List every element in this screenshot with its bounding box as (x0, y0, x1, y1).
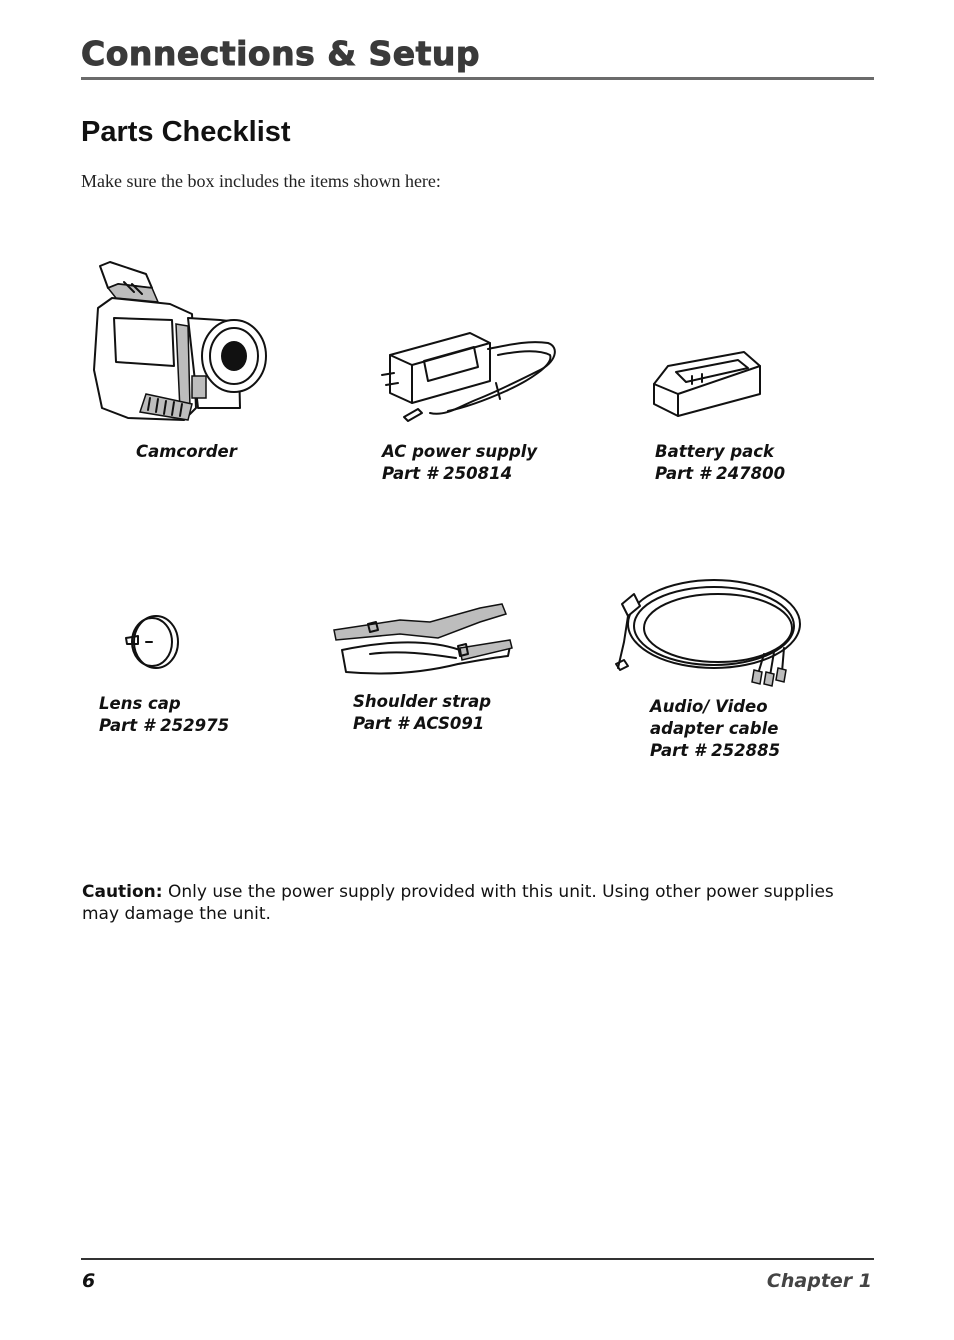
av-cable-icon (614, 574, 804, 692)
part-number: Part # ACS091 (353, 714, 485, 733)
part-label-camcorder (136, 441, 237, 463)
part-name: AC power supply (382, 442, 538, 461)
section-title: Connections & Setup (81, 34, 481, 73)
intro-text: Make sure the box includes the items shown here: (81, 171, 441, 191)
header-rule (81, 77, 874, 80)
part-name: Camcorder (136, 442, 237, 461)
page-number: 6 (82, 1270, 96, 1292)
ac-power-supply-icon (378, 325, 563, 425)
part-name: Battery pack (655, 442, 775, 461)
part-name-line2: adapter cable (650, 719, 779, 738)
footer-rule (81, 1258, 874, 1260)
chapter-label: Chapter 1 (766, 1270, 872, 1292)
part-name-line1: Audio/ Video (650, 697, 768, 716)
battery-pack-icon (648, 346, 766, 424)
part-number: Part # 252975 (99, 716, 230, 735)
part-number: Part # 247800 (655, 464, 786, 483)
part-number: Part # 250814 (382, 464, 513, 483)
part-name: Lens cap (99, 694, 181, 713)
part-name: Shoulder strap (353, 692, 492, 711)
caution-note (82, 881, 842, 925)
part-label-av-cable (650, 696, 780, 762)
caution-text: Only use the power supply provided with this unit. Using other power supplies may damage the unit. (82, 882, 834, 924)
shoulder-strap-icon (330, 600, 515, 680)
part-label-ac-power-supply (382, 441, 537, 485)
lens-cap-icon (124, 612, 184, 672)
camcorder-icon (88, 258, 273, 428)
part-label-shoulder-strap (353, 691, 491, 735)
page-heading: Parts Checklist (81, 116, 291, 148)
caution-label: Caution: (82, 882, 163, 902)
part-label-lens-cap (99, 693, 229, 737)
part-label-battery-pack (655, 441, 785, 485)
part-number: Part # 252885 (650, 741, 781, 760)
